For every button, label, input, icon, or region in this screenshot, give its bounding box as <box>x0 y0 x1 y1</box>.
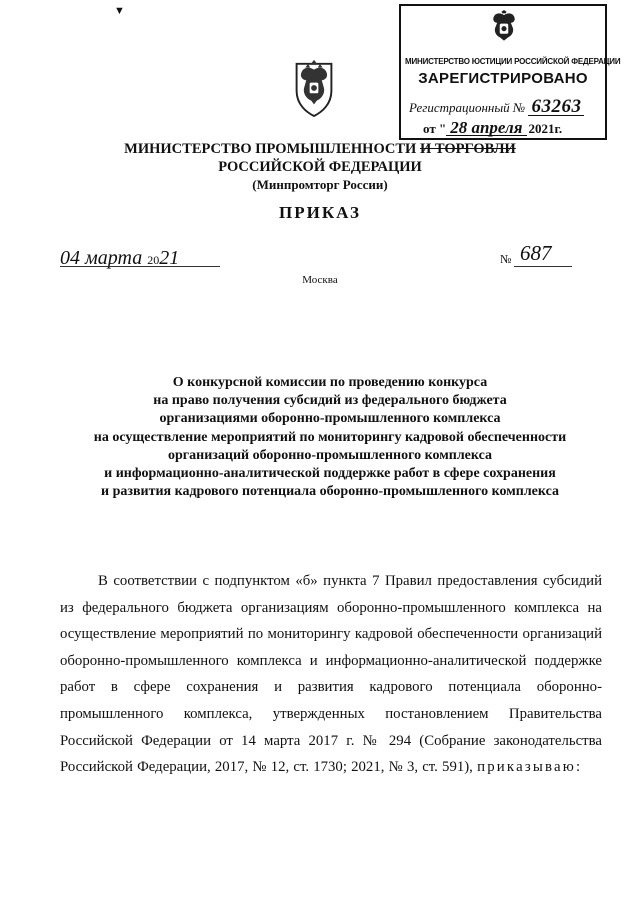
stamp-date-handwritten: 28 апреля <box>446 120 526 136</box>
stamp-reg-label: Регистрационный № <box>409 100 526 115</box>
ministry-name-struck: И ТОРГОВЛИ <box>419 141 516 157</box>
ministry-short-name: (Минпромторг России) <box>252 177 388 192</box>
date-underline <box>60 266 220 267</box>
coat-of-arms-icon <box>285 54 343 120</box>
subject-line: и информационно-аналитической поддержке работ в сфере сохранения <box>104 466 556 482</box>
stamp-registered: ЗАРЕГИСТРИРОВАНО <box>418 70 588 87</box>
ministry-name: МИНИСТЕРСТВО ПРОМЫШЛЕННОСТИ <box>124 141 417 157</box>
number-underline <box>514 266 572 267</box>
order-year-prefix: 20 <box>147 253 160 267</box>
registration-stamp <box>399 4 621 140</box>
order-number: 687 <box>520 241 552 265</box>
stamp-date-prefix: от " <box>423 121 447 136</box>
ministry-header <box>100 140 540 194</box>
body-paragraph <box>60 568 602 781</box>
stamp-date <box>423 120 562 137</box>
subject-line: на право получения субсидий из федерального бюджета <box>153 393 507 409</box>
subject-line: на осуществление мероприятий по мониторингу кадровой обеспеченности <box>93 429 567 445</box>
body-paragraph-text: В соответствии с подпунктом «б» пункта 7 Правил предоставления субсидий из федерального бюджета организациям оборонно-промышленного комплекса на осуществление мероприятий по мониторингу кадровой обеспеченности организаций оборонно-промышленного комплекса и информационно-аналитической поддержке работ в сфере сохранения и развития кадрового потенциала оборонно-промышленного комплекса, утвержденных постановлением Правительства Российской Федерации от 14 марта 2017 г. № 294 (Собрание законодательства Российской Федерации, 2017, № 12, ст. 1730; 2021, № 3, ст. 591), <box>60 573 602 776</box>
order-body <box>60 568 602 781</box>
coat-of-arms-icon <box>487 10 521 44</box>
order-subject <box>60 374 600 501</box>
order-title: ПРИКАЗ <box>279 203 361 222</box>
stamp-reg-number: 63263 <box>528 99 584 116</box>
order-word: приказываю: <box>477 759 583 776</box>
stamp-registration-number <box>409 96 584 117</box>
ministry-line-1 <box>100 140 540 158</box>
corner-mark: ▼ <box>114 5 125 17</box>
stamp-ministry: МИНИСТЕРСТВО ЮСТИЦИИ РОССИЙСКОЙ ФЕДЕРАЦИИ <box>405 57 621 66</box>
subject-line: организаций оборонно-промышленного комплекса <box>168 447 492 463</box>
order-date-handwritten: 04 марта <box>60 247 143 269</box>
subject-line: О конкурсной комиссии по проведению конкурса <box>172 375 488 390</box>
subject-line: организациями оборонно-промышленного комплекса <box>159 411 501 427</box>
ministry-line-2: РОССИЙСКОЙ ФЕДЕРАЦИИ <box>218 159 422 175</box>
subject-line: и развития кадрового потенциала оборонно-промышленного комплекса <box>101 484 559 500</box>
stamp-date-year: 2021г. <box>528 121 563 136</box>
order-year-suffix: 21 <box>159 247 180 269</box>
order-number-label: № <box>500 252 512 266</box>
order-city: Москва <box>302 274 338 286</box>
